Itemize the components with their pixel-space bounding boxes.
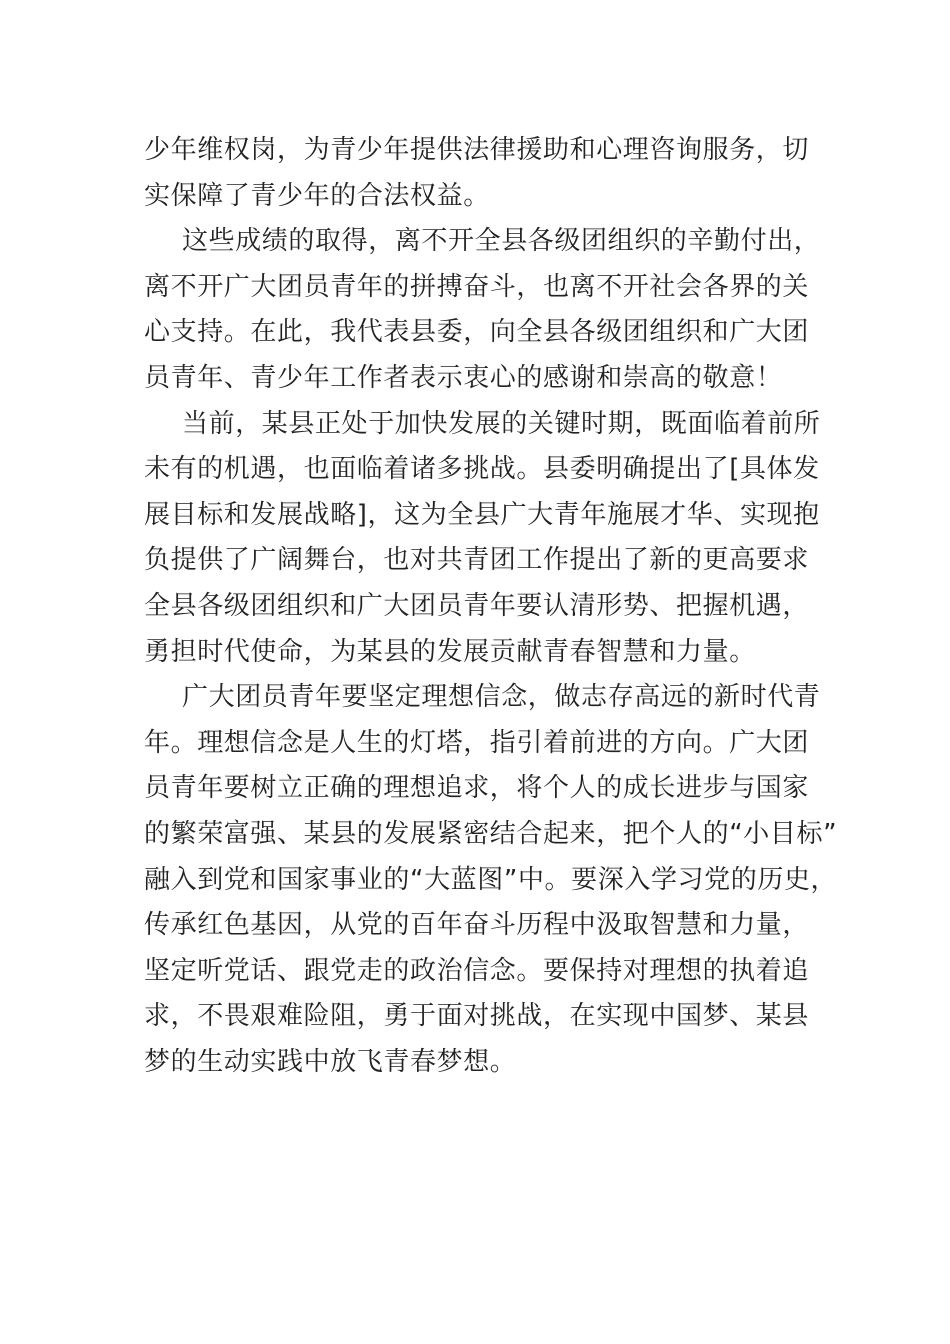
text-line: 心支持。在此，我代表县委，向全县各级团组织和广大团	[144, 317, 810, 348]
text-line: 全县各级团组织和广大团员青年要认清形势、把握机遇，	[144, 590, 810, 621]
text-line: 的繁荣富强、某县的发展紧密结合起来，把个人的“小目标”	[144, 818, 838, 849]
text-line: 勇担时代使命，为某县的发展贡献青春智慧和力量。	[144, 636, 756, 667]
text-line: 这些成绩的取得，离不开全县各级团组织的辛勤付出，	[182, 226, 821, 257]
paragraph-3	[144, 402, 821, 676]
text-line: 坚定听党话、跟党走的政治信念。要保持对理想的执着追	[144, 955, 810, 986]
text-line: 未有的机遇，也面临着诸多挑战。县委明确提出了[具体发	[144, 454, 820, 485]
text-line: 离不开广大团员青年的拼搏奋斗，也离不开社会各界的关	[144, 271, 810, 302]
text-line: 少年维权岗，为青少年提供法律援助和心理咨询服务，切	[144, 135, 810, 165]
text-line: 求，不畏艰难险阻，勇于面对挑战，在实现中国梦、某县	[144, 1001, 810, 1032]
text-line: 展目标和发展战略]，这为全县广大青年施展才华、实现抱	[144, 499, 820, 530]
text-line: 员青年、青少年工作者表示衷心的感谢和崇高的敬意！	[144, 362, 783, 393]
text-line: 广大团员青年要坚定理想信念，做志存高远的新时代青	[182, 682, 821, 713]
text-line: 融入到党和国家事业的“大蓝图”中。要深入学习党的历史，	[144, 864, 838, 895]
text-line: 员青年要树立正确的理想追求，将个人的成长进步与国家	[144, 773, 810, 804]
text-line: 年。理想信念是人生的灯塔，指引着前进的方向。广大团	[144, 727, 810, 758]
paragraph-2	[144, 219, 821, 401]
paragraph-1	[144, 128, 812, 219]
text-line: 当前，某县正处于加快发展的关键时期，既面临着前所	[182, 408, 821, 439]
document-body	[144, 128, 838, 1085]
text-line: 梦的生动实践中放飞青春梦想。	[144, 1046, 517, 1077]
text-line: 传承红色基因，从党的百年奋斗历程中汲取智慧和力量，	[144, 910, 810, 941]
paragraph-4	[144, 675, 838, 1085]
text-line: 负提供了广阔舞台，也对共青团工作提出了新的更高要求	[144, 545, 810, 576]
text-line: 实保障了青少年的合法权益。	[144, 180, 490, 211]
